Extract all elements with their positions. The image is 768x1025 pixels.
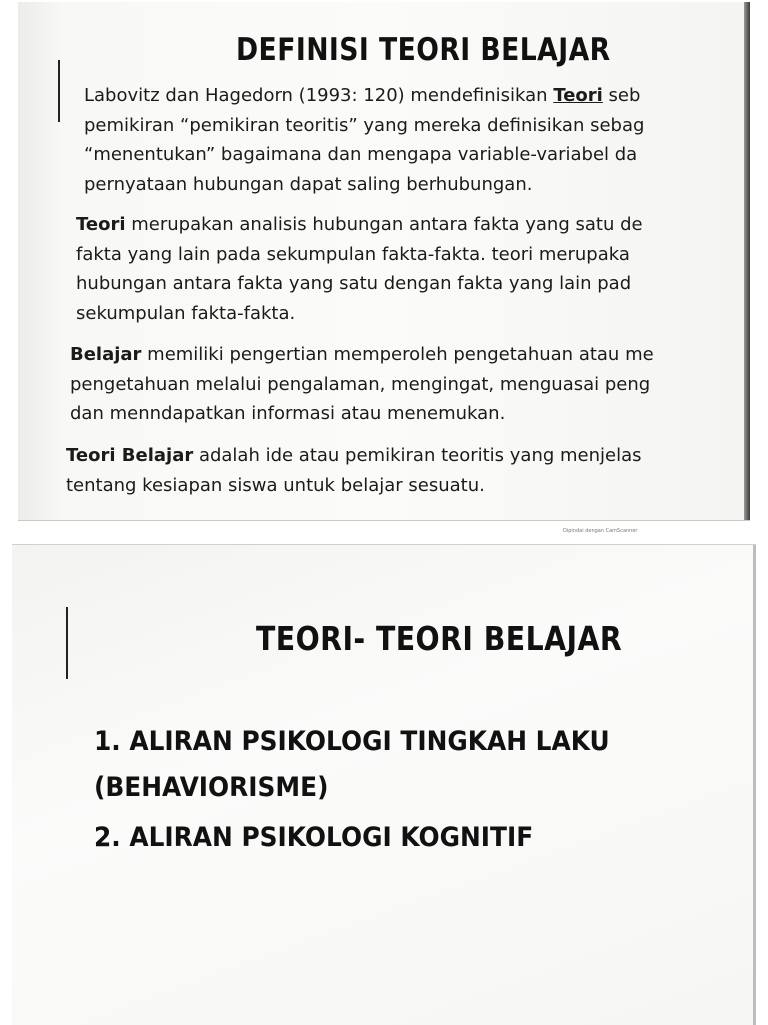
term-teori: Teori — [553, 85, 603, 106]
list-item-line: 2. ALIRAN PSIKOLOGI KOGNITIF — [94, 822, 534, 853]
term-belajar: Belajar — [70, 344, 142, 365]
list-item — [94, 817, 655, 859]
paragraph-line: pemikiran “pemikiran teoritis” yang mereka definisikan sebag — [84, 114, 645, 136]
text-span: memiliki pengertian memperoleh pengetahuan atau me — [141, 344, 654, 365]
paragraph-line: fakta yang lain pada sekumpulan fakta-fakta. teori merupaka — [76, 243, 630, 265]
text-span: seb — [602, 85, 641, 106]
slide-title: DEFINISI TEORI BELAJAR — [236, 32, 611, 68]
text-span: merupakan analisis hubungan antara fakta yang satu de — [125, 214, 643, 235]
list-item — [94, 721, 655, 809]
paragraph-line — [76, 210, 750, 240]
paragraph-line — [66, 441, 750, 471]
paragraph-teori-belajar — [66, 441, 750, 500]
list-item-line: 1. ALIRAN PSIKOLOGI TINGKAH LAKU — [94, 726, 610, 757]
term-teori-belajar: Teori Belajar — [66, 445, 194, 466]
accent-bar — [58, 60, 60, 122]
slide-teori-teori-belajar — [12, 544, 756, 1025]
paragraph-line: hubungan antara fakta yang satu dengan fakta yang lain pad — [76, 273, 632, 294]
slide-title: TEORI- TEORI BELAJAR — [256, 619, 623, 658]
paragraph-line: dan menndapatkan informasi atau menemukan. — [70, 403, 506, 424]
theory-list — [94, 721, 655, 859]
paragraph-line: pengetahuan melalui pengalaman, mengingat, menguasai peng — [70, 373, 651, 395]
scanner-watermark: Dipindai dengan CamScanner — [563, 528, 638, 534]
accent-bar — [66, 607, 68, 679]
list-item-line: (BEHAVIORISME) — [94, 772, 329, 803]
slide-definisi-teori-belajar — [18, 2, 750, 521]
term-teori: Teori — [76, 214, 126, 235]
paragraph-line: “menentukan” bagaimana dan mengapa variable-variabel da — [84, 144, 638, 165]
paragraph-line: pernyataan hubungan dapat saling berhubungan. — [84, 173, 533, 195]
paragraph-teori — [76, 210, 750, 328]
paragraph-line — [70, 340, 750, 370]
paragraph-line: sekumpulan fakta-fakta. — [76, 302, 296, 324]
paragraph-belajar — [70, 340, 750, 429]
paragraph-labovitz-definition — [84, 81, 750, 199]
text-span: Labovitz dan Hagedorn (1993: 120) mendefinisikan — [84, 85, 554, 106]
paragraph-line — [84, 81, 750, 111]
paragraph-line: tentang kesiapan siswa untuk belajar sesuatu. — [66, 474, 485, 496]
text-span: adalah ide atau pemikiran teoritis yang menjelas — [193, 445, 642, 466]
